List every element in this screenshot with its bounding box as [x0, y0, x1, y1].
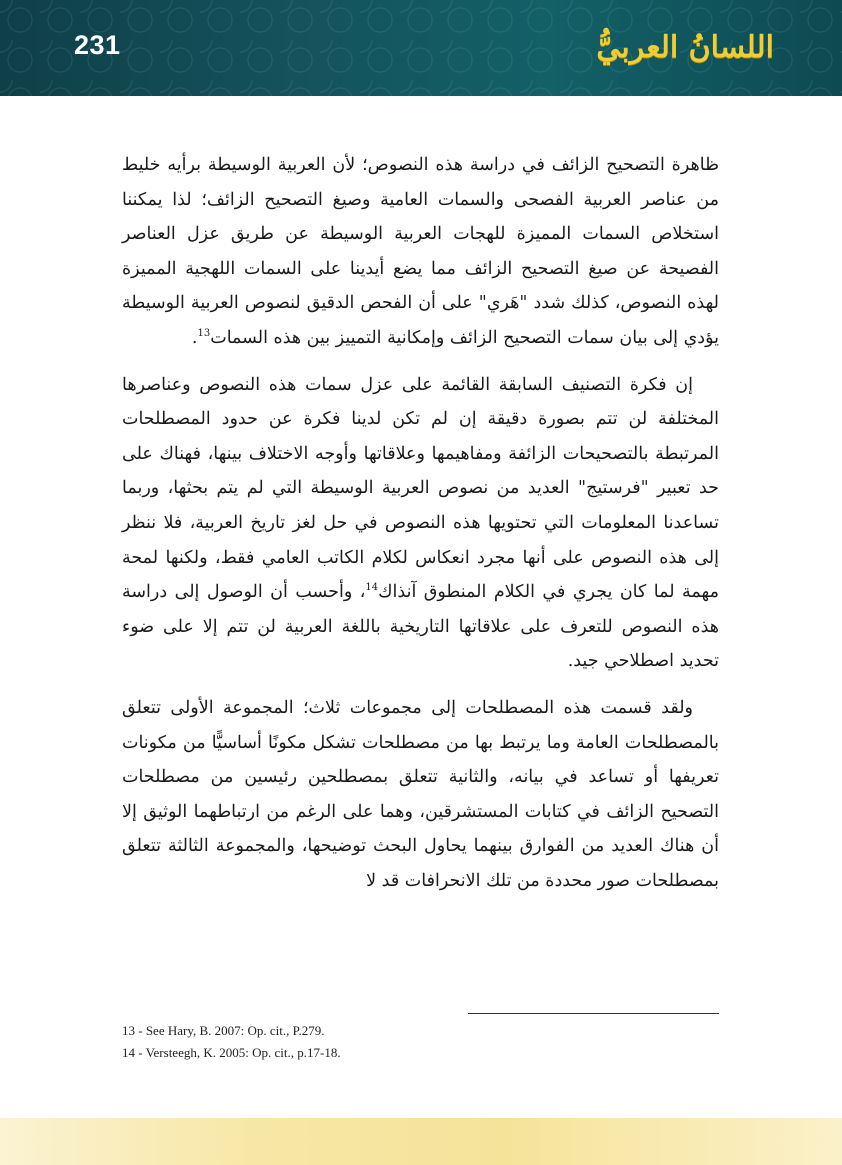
- paragraph-2-text: إن فكرة التصنيف السابقة القائمة على عزل سمات هذه النصوص وعناصرها المختلفة لن تتم بصورة دقيقة إن لم تكن لدينا فكرة عن حدود المصطلحات المرتبطة بالتصحيحات الزائفة ومفاهيمها وعلاقاتها وأوجه الاختلاف بينها، فهناك على حد تعبير "فرستيج" العديد من نصوص العربية الوسيطة التي لم يتم بحثها، وربما تساعدنا المعلومات التي تحتويها هذه النصوص في حل لغز تاريخ العربية، فلا ننظر إلى هذه النصوص على أنها مجرد انعكاس لكلام الكاتب العامي فقط، ولكنها لمحة مهمة لما كان يجري في الكلام المنطوق آنذاك: [122, 374, 719, 603]
- footnote-divider: [468, 1013, 719, 1014]
- page-number: 231: [74, 30, 121, 60]
- paragraph-2: [122, 368, 719, 679]
- paragraph-3: [122, 691, 719, 899]
- logo-text: اللسانُ العربيُّ: [596, 29, 774, 65]
- paragraph-1: [122, 148, 719, 356]
- paragraph-1-text: ظاهرة التصحيح الزائف في دراسة هذه النصوص؛ لأن العربية الوسيطة برأيه خليط من عناصر العربية الفصحى والسمات العامية وصيغ التصحيح الزائف؛ لذا يمكننا استخلاص السمات المميزة للهجات العربية الوسيطة عن طريق عزل العناصر الفصيحة عن صيغ التصحيح الزائف مما يضع أيدينا على السمات اللهجية المميزة لهذه النصوص، كذلك شدد "هَري" على أن الفحص الدقيق لنصوص العربية الوسيطة يؤدي إلى بيان سمات التصحيح الزائف وإمكانية التمييز بين هذه السمات: [122, 155, 720, 348]
- paragraph-1-end: .: [191, 327, 198, 348]
- page-header: [0, 0, 842, 96]
- paragraph-3-text: ولقد قسمت هذه المصطلحات إلى مجموعات ثلاث؛ المجموعة الأولى تتعلق بالمصطلحات العامة وما يرتبط بها من مصطلحات تشكل مكونًا أساسيًّا من مكونات تعريفها أو تساعد في بيانه، والثانية تتعلق بمصطلحين رئيسين من مصطلحات التصحيح الزائف في كتابات المستشرقين، وهما على الرغم من ارتباطهما الوثيق إلا أن هناك العديد من الفوارق بينهما يحاول البحث توضيحها، والمجموعة الثالثة تتعلق بمصطلحات صور محددة من تلك الانحرافات قد لا: [122, 697, 719, 891]
- footnote-14: 14 - Versteegh, K. 2005: Op. cit., p.17-18.: [122, 1045, 341, 1060]
- body-text: [122, 148, 719, 910]
- footnotes: [122, 1020, 722, 1064]
- paragraph-2-end: ، وأحسب أن الوصول إلى دراسة هذه النصوص للتعرف على علاقاتها التاريخية باللغة العربية لن تتم إلا على ضوء تحديد اصطلاحي جيد.: [122, 582, 719, 672]
- footnote-ref-14[interactable]: 14: [365, 582, 379, 594]
- footnote-ref-13[interactable]: 13: [197, 328, 211, 340]
- footnote-13: 13 - See Hary, B. 2007: Op. cit., P.279.: [122, 1023, 325, 1038]
- page-footer-band: [0, 1118, 842, 1165]
- journal-logo: [596, 22, 774, 72]
